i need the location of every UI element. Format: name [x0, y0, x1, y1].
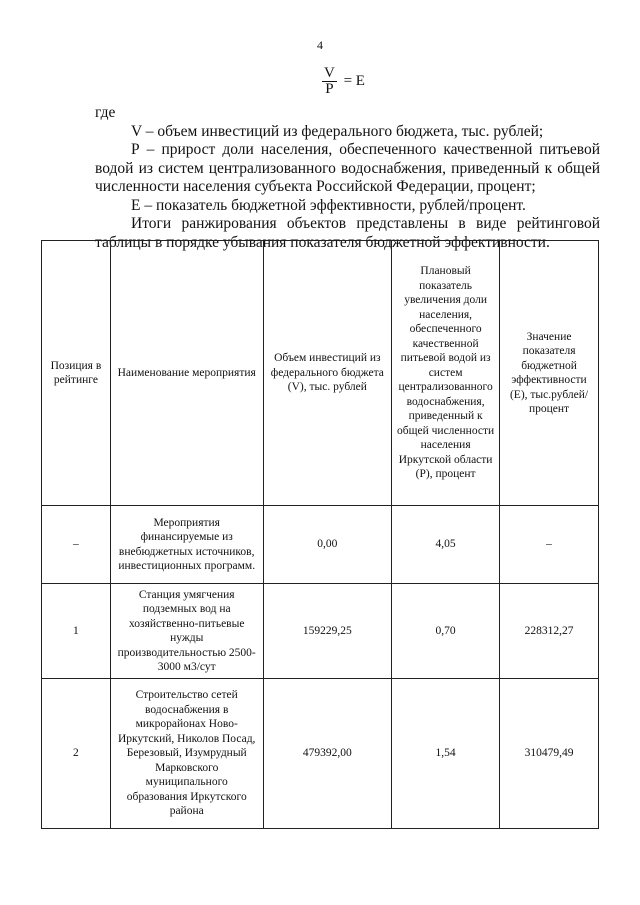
- cell-name: Строительство сетей водоснабжения в микрорайонах Ново-Иркутский, Николов Посад, Березовый, Изумрудный Марковского муниципального образования Иркутского района: [110, 679, 263, 829]
- e-definition: Е – показатель бюджетной эффективности, рублей/процент.: [131, 196, 526, 214]
- rating-table: [41, 240, 599, 829]
- cell-name: Мероприятия финансируемые из внебюджетных источников, инвестиционных программ.: [110, 506, 263, 584]
- formula-denominator: P: [325, 81, 334, 97]
- cell-indicator: 4,05: [392, 506, 500, 584]
- formula-numerator: V: [324, 65, 335, 81]
- table-header-row: [42, 241, 599, 506]
- cell-efficiency: –: [500, 506, 599, 584]
- cell-investment: 0,00: [263, 506, 392, 584]
- cell-indicator: 1,54: [392, 679, 500, 829]
- cell-position: –: [42, 506, 111, 584]
- cell-indicator: 0,70: [392, 584, 500, 679]
- efficiency-formula: [322, 66, 365, 97]
- header-indicator: Плановый показатель увеличения доли населения, обеспеченного качественной питьевой водой из систем централизованного водоснабжения, приведенный к общей численности населения Иркутской области (Р), процент: [392, 241, 500, 506]
- cell-investment: 159229,25: [263, 584, 392, 679]
- formula-result: = E: [343, 73, 365, 89]
- table-row: [42, 506, 599, 584]
- table-row: [42, 679, 599, 829]
- v-definition: V – объем инвестиций из федерального бюджета, тыс. рублей;: [131, 122, 544, 140]
- formula-fraction: [322, 66, 337, 97]
- cell-efficiency: 228312,27: [500, 584, 599, 679]
- header-investment: Объем инвестиций из федерального бюджета (V), тыс. рублей: [263, 241, 392, 506]
- header-efficiency: Значение показателя бюджетной эффективности (Е), тыс.рублей/ процент: [500, 241, 599, 506]
- cell-efficiency: 310479,49: [500, 679, 599, 829]
- header-name: Наименование мероприятия: [110, 241, 263, 506]
- cell-position: 2: [42, 679, 111, 829]
- p-definition: Р – прирост доли населения, обеспеченного качественной питьевой водой из систем централизованного водоснабжения, приведенный к общей численности населения субъекта Российской Федерации, процент;: [95, 141, 600, 195]
- cell-investment: 479392,00: [263, 679, 392, 829]
- cell-position: 1: [42, 584, 111, 679]
- summary-paragraph: Итоги ранжирования объектов представлены в виде рейтинговой таблицы в порядке убывания показателя бюджетной эффективности.: [95, 215, 600, 251]
- where-label: где: [95, 104, 116, 121]
- table-row: [42, 584, 599, 679]
- header-position: Позиция в рейтинге: [42, 241, 111, 506]
- intro-text: [95, 104, 600, 252]
- page-number: 4: [317, 38, 323, 52]
- cell-name: Станция умягчения подземных вод на хозяйственно-питьевые нужды производительностью 2500-3000 м3/сут: [110, 584, 263, 679]
